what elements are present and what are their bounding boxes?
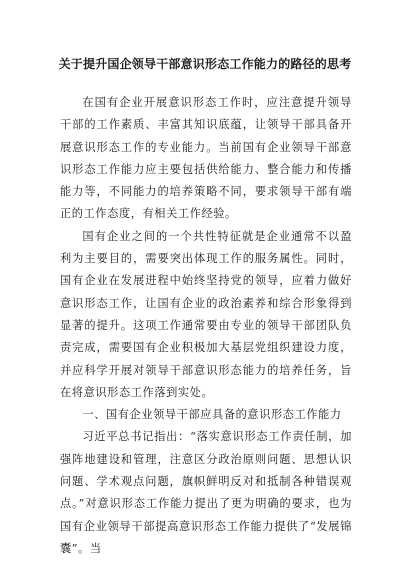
paragraph-common-feature: 国有企业之间的一个共性特征就是企业通常不以盈利为主要目的，需要突出体现工作的服务属性。同时，国有企业在发展进程中始终坚持党的领导，应着力做好意识形态工作，让国有企业的政治素养和综合形象得到显著的提升。这项工作通常要由专业的领导干部团队负责完成，需要国有企业积极加大基层党组织建设力度，并应科学开展对领导干部意识形态能力的培养任务，旨在将意识形态工作落到实处。 [60, 229, 352, 399]
paragraph-quote: 习近平总书记指出：“落实意识形态工作责任制，加强阵地建设和管理，注意区分政治原则问题、思想认识问题、学术观点问题，旗帜鲜明反对和抵制各种错误观点。”对意识形态工作能力提出了更为明确的要求，也为国有企业领导干部提高意识形态工作能力提供了“发展锦囊”。当 [60, 430, 352, 555]
section-heading: 一、国有企业领导干部应具备的意识形态工作能力 [82, 408, 342, 422]
document-title: 关于提升国企领导干部意识形态工作能力的路径的思考 [58, 57, 352, 71]
document-body [60, 92, 352, 560]
paragraph-intro: 在国有企业开展意识形态工作时，应注意提升领导干部的工作素质、丰富其知识底蕴，让领导干部具备开展意识形态工作的专业能力。当前国有企业领导干部意识形态工作能力应主要包括供给能力、整合能力和传播能力等，不同能力的培养策略不同，要求领导干部有端正的工作态度，有相关工作经验。 [60, 96, 352, 221]
